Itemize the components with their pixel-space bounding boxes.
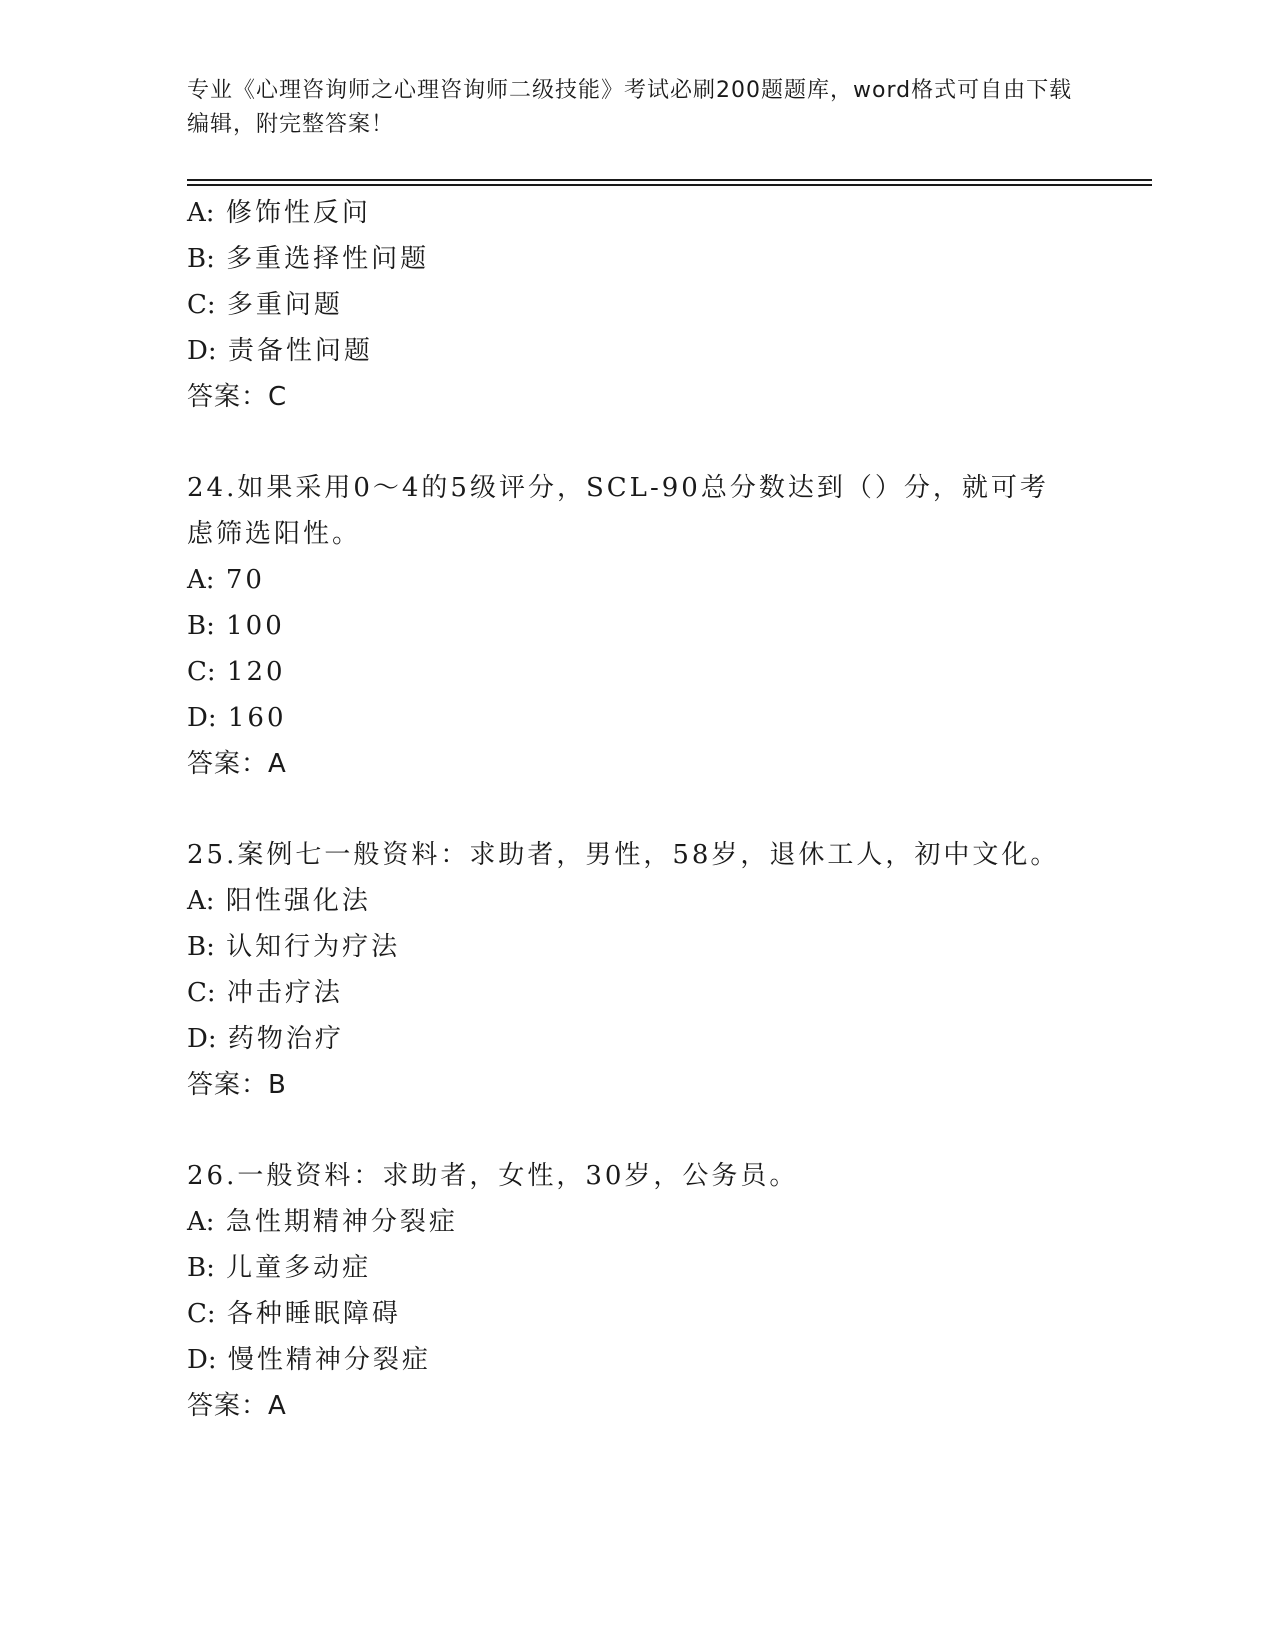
answer: 答案：A — [187, 1391, 287, 1421]
option-a: A: 急性期精神分裂症 — [187, 1207, 458, 1237]
option-b: B: 多重选择性问题 — [187, 244, 430, 274]
option-d: D: 责备性问题 — [187, 336, 373, 366]
answer: 答案：A — [187, 749, 287, 779]
question-26 — [187, 1153, 1067, 1429]
header-rule-bottom — [187, 184, 1152, 186]
option-a: A: 阳性强化法 — [187, 886, 371, 916]
option-c: C: 冲击疗法 — [187, 978, 343, 1008]
option-a: A: 修饰性反问 — [187, 198, 371, 228]
option-b: B: 儿童多动症 — [187, 1253, 372, 1283]
answer: 答案：C — [187, 382, 288, 412]
option-b: B: 认知行为疗法 — [187, 932, 401, 962]
question-stem: 26.一般资料：求助者，女性，30岁，公务员。 — [187, 1161, 799, 1191]
option-a: A: 70 — [187, 565, 265, 595]
question-23 — [187, 190, 1067, 420]
question-24 — [187, 465, 1067, 787]
option-c: C: 多重问题 — [187, 290, 343, 320]
option-d: D: 160 — [187, 703, 287, 733]
document-header: 专业《心理咨询师之心理咨询师二级技能》考试必刷200题题库，word格式可自由下载编辑，附完整答案！ — [187, 78, 1073, 137]
option-d: D: 慢性精神分裂症 — [187, 1345, 431, 1375]
option-c: C: 120 — [187, 657, 286, 687]
option-d: D: 药物治疗 — [187, 1024, 344, 1054]
question-stem: 25.案例七一般资料：求助者，男性，58岁，退休工人，初中文化。 — [187, 840, 1060, 870]
question-list — [187, 190, 1067, 1429]
header-rule-top — [187, 179, 1152, 181]
question-stem: 24.如果采用0～4的5级评分，SCL-90总分数达到（）分，就可考虑筛选阳性。 — [187, 473, 1049, 549]
option-b: B: 100 — [187, 611, 285, 641]
question-25 — [187, 832, 1067, 1108]
answer: 答案：B — [187, 1070, 287, 1100]
option-c: C: 各种睡眠障碍 — [187, 1299, 401, 1329]
